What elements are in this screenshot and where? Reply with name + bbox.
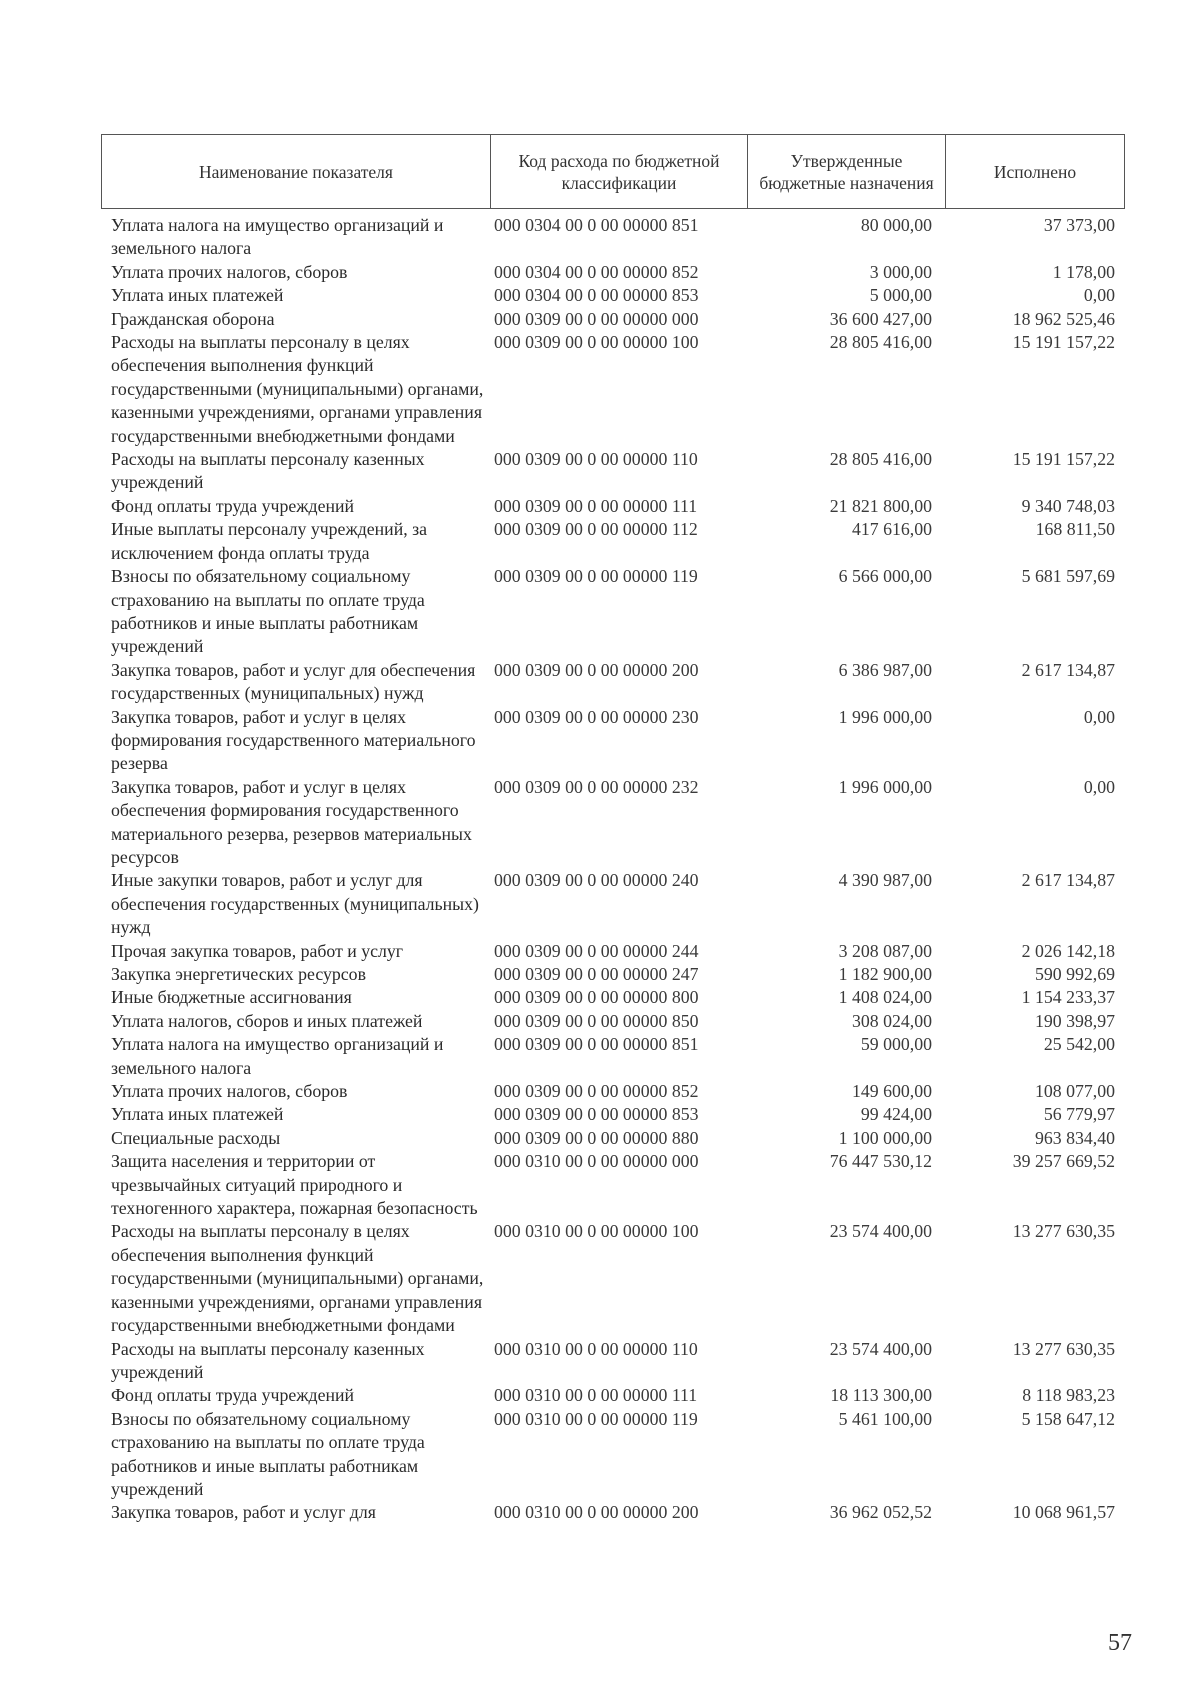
row-executed: 2 617 134,87 <box>1021 659 1115 680</box>
row-code: 000 0304 00 0 00 00000 853 <box>494 285 699 306</box>
row-name: Расходы на выплаты персоналу казенных учреждений <box>111 1338 425 1382</box>
row-plan: 21 821 800,00 <box>829 495 932 516</box>
row-plan: 1 996 000,00 <box>838 776 932 797</box>
row-plan: 36 962 052,52 <box>829 1502 932 1523</box>
row-name: Закупка энергетических ресурсов <box>111 964 366 984</box>
table-row <box>101 308 1125 331</box>
row-executed: 168 811,50 <box>1035 519 1115 540</box>
row-plan: 76 447 530,12 <box>829 1151 932 1172</box>
row-code: 000 0309 00 0 00 00000 240 <box>494 870 699 891</box>
row-code: 000 0309 00 0 00 00000 232 <box>494 776 699 797</box>
header-name: Наименование показателя <box>199 161 393 182</box>
row-plan: 1 408 024,00 <box>838 987 932 1008</box>
row-plan: 99 424,00 <box>860 1104 932 1125</box>
row-name: Фонд оплаты труда учреждений <box>111 495 355 516</box>
table-row <box>101 284 1125 307</box>
row-name: Уплата иных платежей <box>111 285 284 306</box>
row-code: 000 0304 00 0 00 00000 851 <box>494 215 699 235</box>
row-plan: 80 000,00 <box>860 215 932 235</box>
row-plan: 1 996 000,00 <box>838 706 932 727</box>
row-executed: 18 962 525,46 <box>1012 308 1115 329</box>
row-name: Уплата иных платежей <box>111 1104 284 1125</box>
table-row <box>101 1408 1125 1502</box>
row-executed: 1 178,00 <box>1052 261 1115 282</box>
table-body <box>101 214 1125 1525</box>
row-executed: 39 257 669,52 <box>1012 1151 1115 1172</box>
row-code: 000 0309 00 0 00 00000 112 <box>494 519 698 540</box>
row-code: 000 0309 00 0 00 00000 230 <box>494 706 699 727</box>
row-executed: 9 340 748,03 <box>1021 495 1115 516</box>
row-code: 000 0309 00 0 00 00000 000 <box>494 308 699 329</box>
row-name: Расходы на выплаты персоналу в целях обеспечения выполнения функций государственными (муниципальными) органами, казенными учреждениями, органами управления государственными внебюджетными фондами <box>111 332 484 446</box>
row-executed: 56 779,97 <box>1043 1104 1115 1125</box>
row-executed: 108 077,00 <box>1034 1081 1115 1102</box>
row-name: Прочая закупка товаров, работ и услуг <box>111 940 404 961</box>
row-code: 000 0304 00 0 00 00000 852 <box>494 261 699 282</box>
row-executed: 15 191 157,22 <box>1012 449 1115 470</box>
table-row <box>101 659 1125 706</box>
row-executed: 8 118 983,23 <box>1022 1385 1115 1406</box>
row-plan: 417 616,00 <box>851 519 932 540</box>
row-plan: 6 566 000,00 <box>838 566 932 587</box>
row-name: Иные бюджетные ассигнования <box>111 987 352 1008</box>
row-executed: 5 158 647,12 <box>1021 1408 1115 1429</box>
row-plan: 5 000,00 <box>869 285 932 306</box>
row-executed: 25 542,00 <box>1043 1034 1115 1055</box>
row-code: 000 0309 00 0 00 00000 111 <box>494 495 698 516</box>
row-code: 000 0309 00 0 00 00000 247 <box>494 964 699 984</box>
row-name: Закупка товаров, работ и услуг в целях обеспечения формирования государственного материального резерва, резервов материальных ресурсов <box>111 776 472 867</box>
row-plan: 18 113 300,00 <box>830 1385 932 1406</box>
row-executed: 37 373,00 <box>1043 215 1115 235</box>
row-plan: 36 600 427,00 <box>829 308 932 329</box>
table-row <box>101 565 1125 659</box>
row-code: 000 0309 00 0 00 00000 800 <box>494 987 699 1008</box>
row-plan: 59 000,00 <box>860 1034 932 1055</box>
row-plan: 28 805 416,00 <box>829 449 932 470</box>
table-row <box>101 706 1125 776</box>
row-name: Иные выплаты персоналу учреждений, за исключением фонда оплаты труда <box>111 519 428 563</box>
row-plan: 3 208 087,00 <box>838 940 932 961</box>
row-code: 000 0309 00 0 00 00000 850 <box>494 1010 699 1031</box>
table-row <box>101 1501 1125 1524</box>
row-executed: 2 617 134,87 <box>1021 870 1115 891</box>
table-row <box>101 1338 1125 1385</box>
table-row <box>101 986 1125 1009</box>
table-row <box>101 1103 1125 1126</box>
row-name: Закупка товаров, работ и услуг для <box>111 1502 376 1523</box>
table-row <box>101 940 1125 963</box>
row-plan: 3 000,00 <box>869 261 932 282</box>
row-name: Иные закупки товаров, работ и услуг для обеспечения государственных (муниципальных) нужд <box>111 870 479 938</box>
row-code: 000 0309 00 0 00 00000 200 <box>494 659 699 680</box>
table-header <box>101 134 1125 209</box>
row-code: 000 0310 00 0 00 00000 119 <box>494 1408 698 1429</box>
table-row <box>101 1127 1125 1150</box>
header-executed: Исполнено <box>945 135 1124 208</box>
table-row <box>101 869 1125 939</box>
row-executed: 590 992,69 <box>1034 964 1115 984</box>
row-code: 000 0310 00 0 00 00000 100 <box>494 1221 699 1242</box>
table-row <box>101 963 1125 986</box>
row-executed: 0,00 <box>1083 776 1115 797</box>
table-row <box>101 518 1125 565</box>
row-plan: 1 182 900,00 <box>838 964 932 984</box>
row-code: 000 0309 00 0 00 00000 851 <box>494 1034 699 1055</box>
row-name: Уплата прочих налогов, сборов <box>111 261 348 282</box>
row-plan: 5 461 100,00 <box>838 1408 932 1429</box>
table-row <box>101 1010 1125 1033</box>
row-executed: 5 681 597,69 <box>1021 566 1115 587</box>
row-executed: 15 191 157,22 <box>1012 332 1115 353</box>
row-name: Уплата налогов, сборов и иных платежей <box>111 1010 423 1031</box>
table-row <box>101 1033 1125 1080</box>
table-row <box>101 261 1125 284</box>
row-code: 000 0309 00 0 00 00000 244 <box>494 940 699 961</box>
row-executed: 190 398,97 <box>1034 1010 1115 1031</box>
row-name: Взносы по обязательному социальному страхованию на выплаты по оплате труда работников и иные выплаты работникам учреждений <box>111 1408 425 1499</box>
table-row <box>101 448 1125 495</box>
table-row <box>101 1150 1125 1220</box>
row-plan: 23 574 400,00 <box>829 1338 932 1359</box>
header-code: Код расхода по бюджетной классификации <box>490 135 747 208</box>
header-plan: Утвержденные бюджетные назначения <box>747 135 945 208</box>
row-name: Уплата прочих налогов, сборов <box>111 1081 348 1102</box>
row-code: 000 0309 00 0 00 00000 880 <box>494 1127 699 1148</box>
table-row <box>101 1080 1125 1103</box>
row-executed: 13 277 630,35 <box>1012 1338 1115 1359</box>
row-code: 000 0309 00 0 00 00000 100 <box>494 332 699 353</box>
table-row <box>101 214 1125 261</box>
row-plan: 23 574 400,00 <box>829 1221 932 1242</box>
row-name: Взносы по обязательному социальному страхованию на выплаты по оплате труда работников и иные выплаты работникам учреждений <box>111 566 425 657</box>
row-executed: 1 154 233,37 <box>1021 987 1115 1008</box>
table-row <box>101 1220 1125 1337</box>
row-code: 000 0309 00 0 00 00000 852 <box>494 1081 699 1102</box>
row-name: Фонд оплаты труда учреждений <box>111 1385 355 1406</box>
row-name: Закупка товаров, работ и услуг для обеспечения государственных (муниципальных) нужд <box>111 659 476 704</box>
table-row <box>101 1384 1125 1407</box>
row-code: 000 0310 00 0 00 00000 000 <box>494 1151 699 1172</box>
row-code: 000 0309 00 0 00 00000 853 <box>494 1104 699 1125</box>
row-executed: 963 834,40 <box>1034 1127 1115 1148</box>
row-code: 000 0310 00 0 00 00000 200 <box>494 1502 699 1523</box>
row-plan: 28 805 416,00 <box>829 332 932 353</box>
row-plan: 6 386 987,00 <box>838 659 932 680</box>
row-code: 000 0310 00 0 00 00000 111 <box>494 1385 698 1406</box>
table-row <box>101 495 1125 518</box>
table-row <box>101 331 1125 448</box>
row-code: 000 0310 00 0 00 00000 110 <box>494 1338 698 1359</box>
page-number: 57 <box>1108 1630 1132 1656</box>
row-code: 000 0309 00 0 00 00000 110 <box>494 449 698 470</box>
row-executed: 0,00 <box>1083 285 1115 306</box>
row-executed: 13 277 630,35 <box>1012 1221 1115 1242</box>
row-name: Расходы на выплаты персоналу казенных учреждений <box>111 449 425 493</box>
row-name: Защита населения и территории от чрезвычайных ситуаций природного и техногенного характера, пожарная безопасность <box>111 1151 478 1219</box>
row-executed: 0,00 <box>1083 706 1115 727</box>
row-name: Специальные расходы <box>111 1127 281 1148</box>
row-name: Закупка товаров, работ и услуг в целях формирования государственного материального резерва <box>111 706 476 774</box>
row-code: 000 0309 00 0 00 00000 119 <box>494 566 698 587</box>
row-plan: 4 390 987,00 <box>838 870 932 891</box>
row-name: Расходы на выплаты персоналу в целях обеспечения выполнения функций государственными (муниципальными) органами, казенными учреждениями, органами управления государственными внебюджетными фондами <box>111 1221 484 1336</box>
row-name: Гражданская оборона <box>111 308 275 329</box>
table-row <box>101 776 1125 870</box>
row-executed: 10 068 961,57 <box>1012 1502 1115 1523</box>
row-name: Уплата налога на имущество организаций и земельного налога <box>111 1034 444 1078</box>
row-name: Уплата налога на имущество организаций и земельного налога <box>111 215 444 259</box>
row-plan: 1 100 000,00 <box>838 1127 932 1148</box>
row-executed: 2 026 142,18 <box>1021 940 1115 961</box>
row-plan: 308 024,00 <box>851 1010 932 1031</box>
row-plan: 149 600,00 <box>851 1081 932 1102</box>
